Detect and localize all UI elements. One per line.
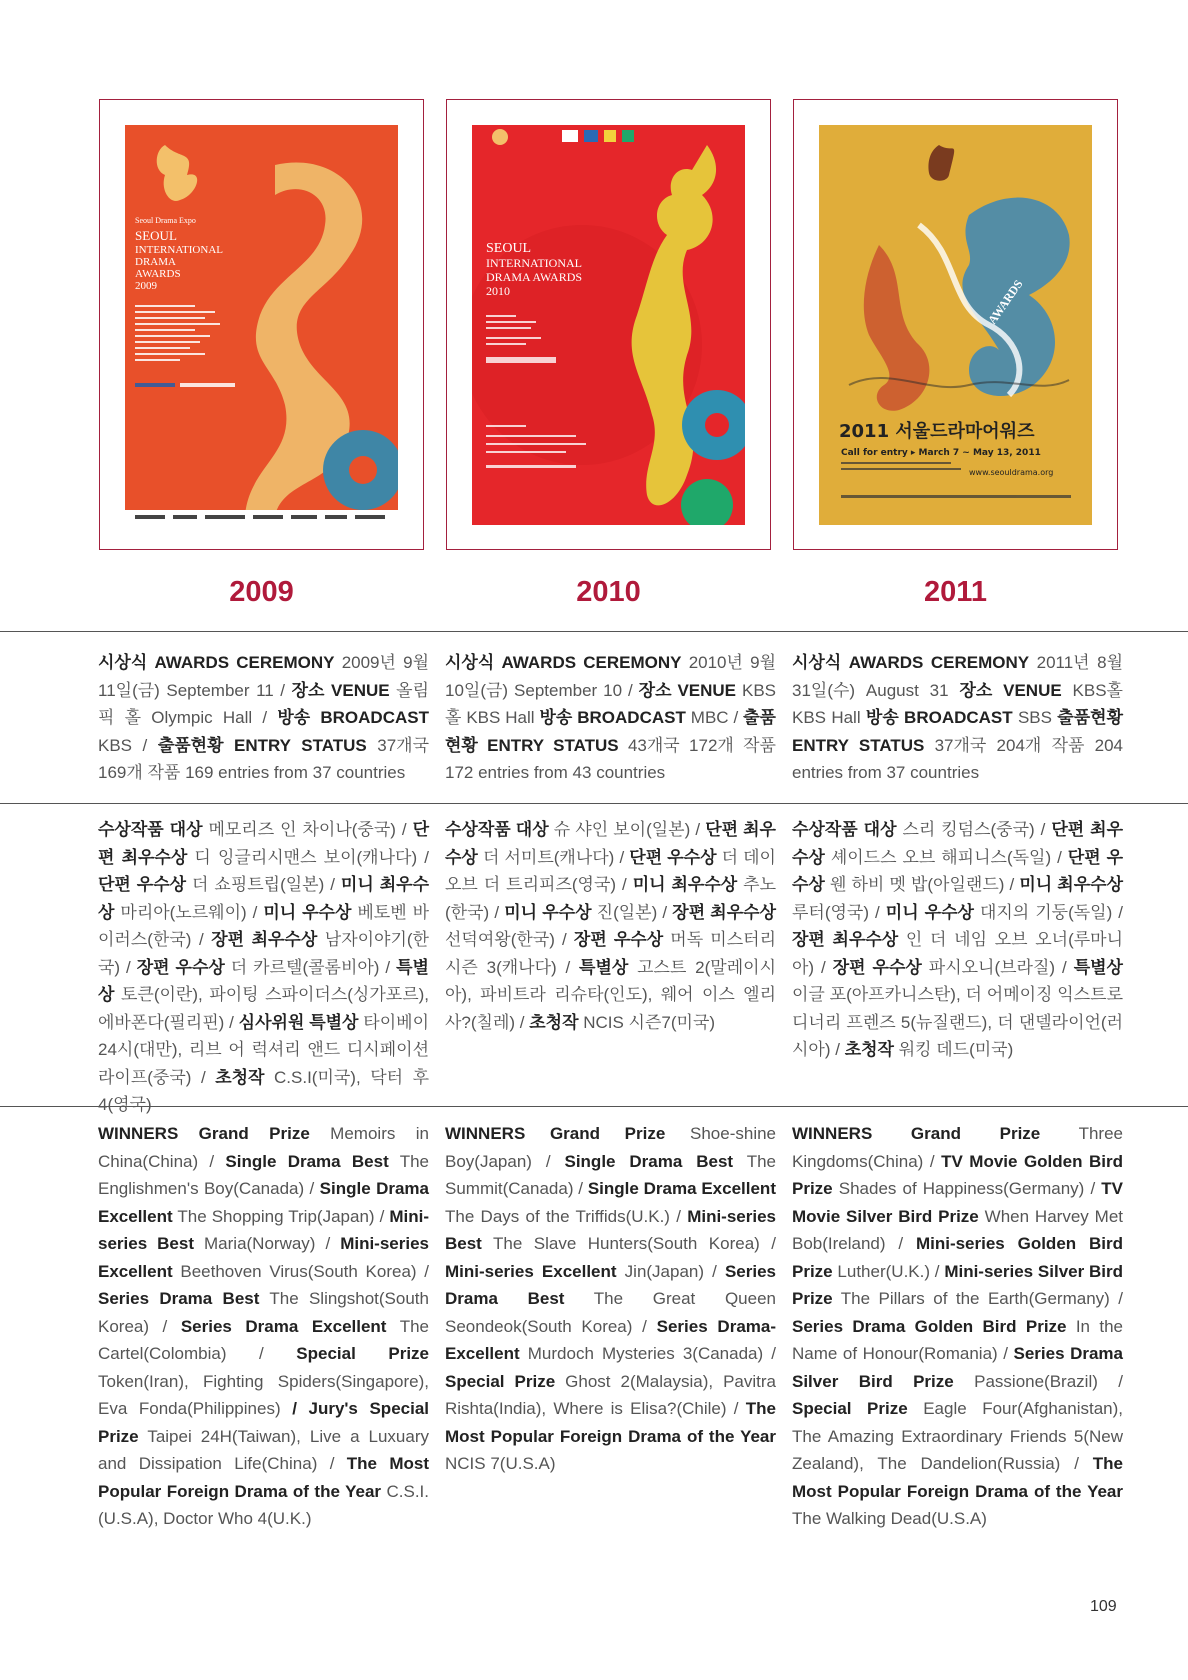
award-text: 남자이야기(한국) / [98, 930, 429, 977]
award-label: 장편 최우수상 [672, 902, 776, 922]
award-text: 디 잉글리시맨스 보이(캐나다) / [187, 847, 429, 867]
award-label: Mini-series Excellent [98, 1234, 429, 1281]
award-label: 시상식 AWARDS CEREMONY [98, 653, 335, 672]
award-text: 진(일본) / [591, 902, 673, 922]
award-text: MBC / [685, 708, 744, 727]
award-label: 미니 우수상 [504, 902, 592, 922]
year-label-2009: 2009 [229, 576, 294, 608]
award-text: 더 서미트(캐나다) / [477, 847, 630, 867]
award-text: The Shopping Trip(Japan) / [172, 1206, 390, 1226]
award-text: Three Kingdoms(China) / [792, 1124, 1124, 1171]
award-label: 방송 BROADCAST [865, 708, 1013, 727]
paragraph [98, 649, 429, 787]
award-text: Shades of Happiness(Germany) / [832, 1179, 1102, 1198]
award-text: 루터(영국) / [792, 902, 886, 922]
award-text: C.S.I.(U.S.A), Doctor Who 4(U.K.) [98, 1481, 429, 1528]
award-label: 장편 우수상 [136, 957, 225, 977]
award-label: The Most Popular Foreign Drama of the Year [98, 1454, 429, 1501]
award-label: Series Drama Best [445, 1261, 776, 1308]
award-label: WINNERS Grand Prize [98, 1124, 310, 1143]
award-label: 수상작품 대상 [445, 820, 549, 839]
divider-2 [0, 803, 1188, 804]
award-label: 장편 우수상 [573, 930, 664, 949]
award-text: 셰이드스 오브 해피니스(독일) / [824, 847, 1068, 867]
paragraph [98, 1120, 429, 1533]
award-text: The Pillars of the Earth(Germany) / [832, 1289, 1123, 1308]
poster-2009-title-5: 2009 [135, 280, 157, 292]
poster-2011-call-line: Call for entry ▸ March 7 ~ May 13, 2011 [841, 448, 1041, 458]
award-text: 웬 하비 멧 밥(아일랜드) / [824, 875, 1020, 894]
award-text: 워킹 데드(미국) [893, 1040, 1014, 1059]
award-text: 43개국 172개 작품 172 entries from 43 countries [445, 735, 776, 782]
award-label: 미니 우수상 [263, 902, 352, 922]
ceremony-2009 [98, 649, 429, 787]
award-label: 시상식 AWARDS CEREMONY [792, 653, 1030, 672]
award-label: 장편 최우수상 [211, 930, 318, 949]
award-text: 37개국 204개 작품 204 entries from 37 countries [792, 735, 1123, 782]
award-label: 단편 최우수상 [98, 820, 429, 867]
winners-en-2009 [98, 1120, 429, 1533]
award-text: Murdoch Mysteries 3(Canada) / [519, 1344, 776, 1363]
award-label: 출품현황 ENTRY STATUS [157, 735, 367, 755]
paragraph [445, 816, 776, 1036]
award-label: 장소 VENUE [959, 680, 1062, 700]
award-label: 단편 최우수상 [792, 820, 1123, 867]
award-text: The Englishmen's Boy(Canada) / [98, 1151, 429, 1198]
award-text: KBS / [98, 735, 158, 755]
poster-2009-title-2: INTERNATIONAL [135, 244, 223, 256]
award-text: Ghost 2(Malaysia), Pavitra Rishta(India), Where is Elisa?(Chile) / [445, 1371, 777, 1418]
award-label: 심사위원 특별상 [238, 1012, 359, 1032]
winners-kr-2010 [445, 816, 776, 1036]
award-text: 선덕여왕(한국) / [445, 930, 574, 949]
award-label: The Most Popular Foreign Drama of the Year [792, 1454, 1123, 1501]
award-label: 단편 최우수상 [445, 820, 776, 867]
award-text: 37개국 169개 작품 169 entries from 37 countries [98, 735, 430, 782]
award-text: C.S.I(미국), 닥터 후 4(영국) [98, 1067, 429, 1114]
award-text: SBS [1012, 708, 1058, 727]
award-text: The Slave Hunters(South Korea) / [481, 1234, 776, 1253]
paragraph [792, 649, 1123, 787]
award-text: 2009년 9월11일(금) September 11 / [98, 653, 429, 700]
poster-2009-art [125, 125, 398, 525]
poster-2010-title-1: SEOUL [486, 241, 532, 256]
award-text: 스리 킹덤스(중국) / [896, 820, 1052, 839]
award-text: 추노(한국) / [445, 875, 776, 922]
paragraph [792, 1120, 1123, 1533]
award-text: The Cartel(Colombia) / [98, 1316, 429, 1363]
award-text: 토큰(이란), 파이팅 스파이더스(싱가포르), 에바폰다(필리핀) / [98, 985, 429, 1032]
award-text: 더 데이 오브 더 트리피즈(영국) / [445, 847, 776, 894]
award-label: 미니 최우수상 [98, 875, 429, 922]
award-label: Mini-series Best [98, 1206, 429, 1253]
award-text: 타이베이 24시(대만), 리브 어 럭셔리 앤드 디시페이션 라이프(중국) / [98, 1012, 429, 1087]
poster-2009-title-1: SEOUL [135, 228, 177, 243]
award-label: Series Drama-Excellent [445, 1316, 777, 1363]
award-label: 특별상 [98, 957, 429, 1004]
poster-2009-title-3: DRAMA [135, 256, 176, 268]
award-text: 더 카르텔(콜롬비아) / [224, 957, 397, 977]
winners-kr-2011 [792, 816, 1123, 1064]
award-text: The Slingshot(South Korea) / [98, 1289, 429, 1336]
award-label: 시상식 AWARDS CEREMONY [445, 653, 682, 672]
poster-frame-2009 [99, 99, 424, 550]
award-text: 슈 샤인 보이(일본) / [548, 820, 706, 839]
poster-2011-website: www.seouldrama.org [969, 468, 1054, 477]
award-label: 장소 VENUE [291, 680, 390, 700]
ceremony-2011 [792, 649, 1123, 787]
award-label: Single Drama Excellent [587, 1179, 776, 1198]
paragraph [98, 816, 429, 1119]
award-label: 장편 우수상 [832, 957, 922, 977]
poster-frame-2010 [446, 99, 771, 550]
award-text: The Walking Dead(U.S.A) [792, 1509, 987, 1528]
award-text: 파시오니(브라질) / [921, 957, 1074, 977]
poster-2011-awards-word: AWARDS [984, 277, 1026, 327]
year-label-2010: 2010 [576, 576, 641, 608]
winners-kr-2009 [98, 816, 429, 1119]
award-text: Maria(Norway) / [194, 1234, 341, 1253]
award-text: NCIS 시즌7(미국) [578, 1012, 716, 1032]
award-text: Passione(Brazil) / [953, 1371, 1124, 1391]
award-text: When Harvey Met Bob(Ireland) / [792, 1206, 1123, 1253]
paragraph [445, 1120, 776, 1478]
award-text: Token(Iran), Fighting Spiders(Singapore), Eva Fonda(Philippines) [98, 1371, 429, 1418]
award-text: 올림픽 홀 Olympic Hall / [98, 680, 430, 727]
poster-2010 [472, 125, 745, 525]
winners-en-2011 [792, 1120, 1123, 1533]
award-label: Series Drama Golden Bird Prize [792, 1316, 1067, 1336]
award-label: Special Prize [792, 1399, 908, 1418]
poster-2009 [125, 125, 398, 525]
award-label: 출품현황 ENTRY STATUS [445, 708, 776, 755]
winners-en-2010 [445, 1120, 776, 1478]
award-text: Eagle Four(Afghanistan), The Amazing Extraordinary Friends 5(New Zealand), The Dandelion(Russia) / [792, 1399, 1123, 1473]
award-label: 특별상 [579, 957, 629, 977]
ceremony-2010 [445, 649, 776, 787]
award-label: 출품현황 ENTRY STATUS [792, 708, 1123, 755]
award-text: 머독 미스터리 시즌 3(캐나다) / [445, 930, 776, 977]
award-text: KBS홀 KBS Hall [445, 680, 776, 727]
paragraph [445, 649, 776, 787]
award-label: 방송 BROADCAST [539, 708, 686, 727]
year-label-2011: 2011 [924, 576, 987, 608]
divider-1 [0, 631, 1188, 632]
poster-2010-title-3: DRAMA AWARDS [486, 270, 583, 284]
award-text: 인 더 네임 오브 오너(루마니아) / [792, 930, 1123, 977]
poster-2009-title-4: AWARDS [135, 268, 181, 280]
award-label: Mini-series Excellent [445, 1261, 617, 1281]
award-label: 단편 우수상 [792, 847, 1123, 894]
award-text: The Great Queen Seondeok(South Korea) / [445, 1289, 776, 1336]
award-text: 대지의 기둥(독일) / [973, 902, 1123, 922]
award-text: 메모리즈 인 차이나(중국) / [202, 820, 413, 839]
award-label: Mini-series Silver Bird Prize [792, 1261, 1123, 1308]
award-label: Series Drama Excellent [180, 1316, 387, 1336]
award-label: 초청작 [215, 1067, 265, 1087]
award-text: Taipei 24H(Taiwan), Live a Luxuary and Dissipation Life(China) / [98, 1426, 429, 1473]
award-label: 초청작 [529, 1012, 579, 1032]
award-text: Memoirs in China(China) / [98, 1124, 429, 1171]
award-text: 2011년 8월 31일(수) August 31 [792, 653, 1123, 700]
award-label: WINNERS Grand Prize [792, 1124, 1041, 1143]
award-label: 장소 VENUE [638, 680, 737, 700]
award-text: Luther(U.K.) / [832, 1261, 945, 1281]
award-label: 수상작품 대상 [792, 820, 897, 839]
award-text: 더 쇼핑트립(일본) / [186, 875, 341, 894]
award-text: In the Name of Honour(Romania) / [792, 1316, 1123, 1363]
poster-2010-title-4: 2010 [486, 284, 510, 298]
award-text: 베토벤 바이러스(한국) / [98, 902, 429, 949]
award-label: Single Drama Excellent [98, 1179, 429, 1226]
poster-2011 [819, 125, 1092, 525]
award-label: Mini-series Golden Bird Prize [792, 1234, 1123, 1281]
award-label: 단편 우수상 [629, 847, 717, 867]
award-text: The Days of the Triffids(U.K.) / [445, 1206, 688, 1226]
award-text: 마리아(노르웨이) / [114, 902, 264, 922]
divider-3 [0, 1106, 1188, 1107]
award-label: TV Movie Silver Bird Prize [792, 1179, 1123, 1226]
award-text: KBS홀 KBS Hall [792, 680, 1123, 727]
award-label: Mini-series Best [445, 1206, 776, 1253]
award-label: 장편 최우수상 [792, 930, 899, 949]
poster-2009-expo: Seoul Drama Expo [135, 216, 196, 225]
award-text: The Summit(Canada) / [445, 1151, 776, 1198]
award-label: 방송 BROADCAST [277, 708, 429, 727]
poster-frame-2011 [793, 99, 1118, 550]
award-text: 이글 포(아프카니스탄), 더 어메이징 익스트로디너리 프렌즈 5(뉴질랜드), 더 댄델라이언(러시아) / [792, 985, 1123, 1059]
poster-2011-korean-title: 2011 서울드라마어워즈 [839, 421, 1035, 442]
award-label: Single Drama Best [225, 1151, 389, 1171]
award-label: The Most Popular Foreign Drama of the Year [445, 1399, 776, 1446]
award-label: 미니 최우수상 [632, 875, 738, 894]
award-label: 미니 우수상 [885, 902, 974, 922]
award-label: / Jury's Special Prize [98, 1399, 429, 1446]
poster-2011-art [819, 125, 1092, 525]
award-label: 미니 최우수상 [1019, 875, 1123, 894]
award-text: 2010년 9월 10일(금) September 10 / [445, 653, 776, 700]
award-label: 단편 우수상 [98, 875, 187, 894]
award-label: Special Prize [445, 1371, 556, 1391]
award-label: TV Movie Golden Bird Prize [792, 1151, 1124, 1198]
award-label: Single Drama Best [564, 1151, 734, 1171]
page-number: 109 [1090, 1598, 1117, 1615]
award-text: Beethoven Virus(South Korea) / [172, 1261, 429, 1281]
award-label: WINNERS Grand Prize [445, 1124, 666, 1143]
paragraph [792, 816, 1123, 1064]
poster-2010-title-2: INTERNATIONAL [486, 256, 582, 270]
award-label: Special Prize [296, 1344, 430, 1363]
award-text: 고스트 2(말레이시아), 파비트라 리슈타(인도), 웨어 이스 엘리사?(칠레) / [445, 957, 776, 1032]
award-label: 초청작 [844, 1040, 894, 1059]
poster-2010-art [472, 125, 745, 525]
award-text: NCIS 7(U.S.A) [445, 1454, 556, 1473]
award-label: 수상작품 대상 [98, 820, 203, 839]
award-text: Jin(Japan) / [616, 1261, 725, 1281]
award-label: Series Drama Best [98, 1289, 260, 1308]
award-label: Series Drama Silver Bird Prize [792, 1344, 1123, 1391]
award-label: 특별상 [1073, 957, 1123, 977]
award-text: Shoe-shine Boy(Japan) / [445, 1124, 777, 1171]
